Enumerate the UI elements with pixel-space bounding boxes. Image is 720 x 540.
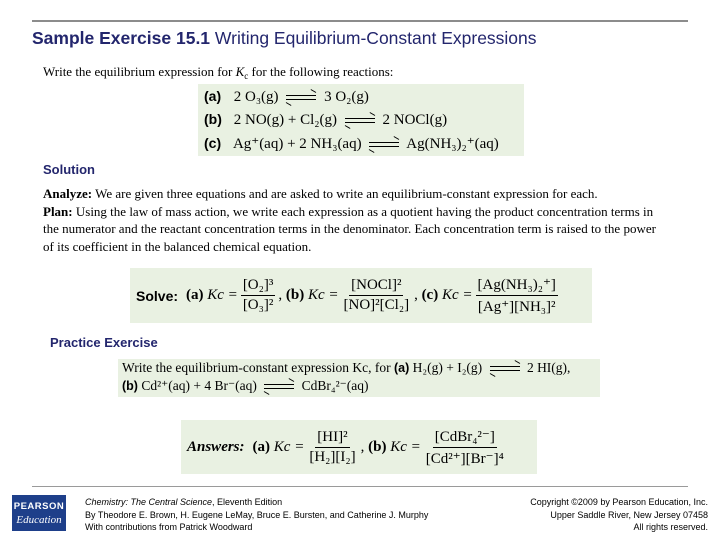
answers-box: Answers: (a) Kc = $\frac{\text{[HI]²}}{\text{[H₂][I₂]}}$ , (b) Kc = $\frac{\text{[CdBr₄²⁻]}}{\text{[Cd²⁺][Br⁻]⁴}}$ (181, 420, 537, 474)
equilibrium-arrow-icon (345, 117, 375, 125)
reaction-label: (b) (204, 111, 222, 127)
reaction-label: (a) (204, 88, 222, 104)
footer-credits (85, 496, 428, 534)
plan-label: Plan: (43, 203, 73, 219)
logo-line-2: Education (16, 514, 62, 526)
book-authors: By Theodore E. Brown, H. Eugene LeMay, Bruce E. Bursten, and Catherine J. Murphy (85, 509, 429, 520)
solve-box: Solve: (a) Kc = $\frac{\text{[O₂]³}}{\text{[O₃]²}}$ , (b) Kc = $\frac{\text{[NOCl]²}}{\text{[NO]²[Cl₂]}}$ , (c) Kc = $\frac{\text{[Ag(NH₃)₂⁺]}}{\text{[Ag⁺][NH₃]²}}$ (130, 268, 592, 323)
practice-a-products: 2 HI(g), (526, 360, 571, 375)
plan-text: Using the law of mass action, we write each expression as a quotient having the product concentration terms in the numerator and the reactant concentration terms in the denominator. Each concentration term is raised to the power of its coefficient in the balanced chemical equation. (43, 203, 656, 254)
analyze-text: We are given three equations and are asked to write an equilibrium-constant expression for each. (92, 186, 598, 201)
footer-copyright (530, 496, 708, 534)
answers-b-lhs: Kc = (390, 438, 421, 455)
solve-c-lhs: Kc = (441, 287, 473, 303)
reaction-c (204, 134, 499, 153)
fraction-denominator: [Ag⁺][NH₃]² (477, 299, 556, 315)
practice-a-reactants: H₂(g) + I₂(g) (412, 360, 483, 375)
book-contributions: With contributions from Patrick Woodward (85, 522, 253, 532)
reaction-products: 3 O₂(g) (324, 89, 369, 105)
solve-b-fraction (342, 277, 412, 314)
reaction-b (204, 111, 447, 129)
solve-c-fraction (476, 275, 558, 316)
solve-a-label: (a) (186, 287, 204, 303)
intro-k-sub: c (244, 71, 249, 81)
solve-b-lhs: Kc = (307, 287, 339, 303)
exercise-subject: Writing Equilibrium-Constant Expressions (214, 28, 537, 48)
solution-heading: Solution (43, 162, 95, 177)
fraction-numerator: [HI]² (315, 429, 349, 448)
reaction-products: Ag(NH₃)₂⁺(aq) (406, 136, 499, 152)
practice-line-2 (122, 378, 368, 394)
rights-line: All rights reserved. (633, 522, 708, 532)
logo-line-1: PEARSON (13, 501, 65, 512)
fraction-numerator: [NOCl]² (349, 277, 403, 296)
reactions-box (198, 84, 524, 156)
reaction-reactants: 2 NO(g) + Cl₂(g) (233, 112, 338, 128)
bottom-rule (32, 486, 688, 487)
answers-a-lhs: Kc = (273, 438, 305, 455)
reaction-a (204, 88, 369, 106)
exercise-label: Sample Exercise 15.1 (32, 28, 211, 48)
fraction-denominator: [H₂][I₂] (309, 448, 356, 465)
practice-line-1 (122, 360, 570, 376)
equilibrium-arrow-icon (286, 94, 316, 102)
book-title: Chemistry: The Central Science (85, 497, 213, 507)
solution-paragraph (43, 185, 663, 255)
answers-a-label: (a) (252, 438, 271, 455)
book-edition: , Eleventh Edition (212, 497, 283, 507)
fraction-numerator: [O₂]³ (241, 277, 276, 296)
answers-label: Answers: (187, 438, 245, 455)
fraction-numerator: [CdBr₄²⁻] (433, 427, 497, 448)
fraction-numerator: [Ag(NH₃)₂⁺] (476, 275, 558, 296)
intro-text (43, 64, 393, 80)
answers-b-fraction (424, 427, 506, 468)
equilibrium-arrow-icon (264, 383, 294, 391)
practice-b-products: CdBr₄²⁻(aq) (301, 378, 369, 393)
reaction-reactants: Ag⁺(aq) + 2 NH₃(aq) (232, 136, 362, 152)
equilibrium-arrow-icon (369, 141, 399, 149)
solve-a-fraction (241, 277, 276, 314)
practice-b-label: (b) (122, 379, 138, 393)
top-rule (32, 20, 688, 22)
practice-a-label: (a) (394, 361, 410, 375)
answers-b-label: (b) (368, 438, 387, 455)
practice-heading: Practice Exercise (50, 335, 158, 350)
copyright-line: Copyright ©2009 by Pearson Education, Inc. (530, 497, 708, 507)
intro-k: K (235, 64, 245, 79)
equilibrium-arrow-icon (490, 365, 520, 373)
solve-a-lhs: Kc = (207, 287, 238, 303)
intro-post: for the following reactions: (248, 64, 394, 79)
slide-title (32, 28, 537, 49)
reaction-label: (c) (204, 135, 222, 151)
fraction-denominator: [Cd²⁺][Br⁻]⁴ (425, 450, 504, 467)
solve-c-label: (c) (421, 287, 439, 303)
practice-box (118, 359, 600, 397)
fraction-denominator: [NO]²[Cl₂] (343, 297, 410, 313)
practice-text: Write the equilibrium-constant expression Kc, for (122, 360, 395, 375)
analyze-label: Analyze: (43, 186, 93, 201)
solve-b-label: (b) (285, 287, 305, 303)
answers-a-fraction (307, 429, 357, 466)
reaction-reactants: 2 O₃(g) (233, 89, 279, 105)
reaction-products: 2 NOCl(g) (382, 112, 448, 128)
address-line: Upper Saddle River, New Jersey 07458 (550, 509, 708, 520)
solve-label: Solve: (136, 287, 179, 304)
fraction-denominator: [O₃]² (242, 297, 274, 313)
pearson-logo (12, 495, 66, 531)
intro-pre: Write the equilibrium expression for (43, 64, 236, 79)
practice-b-reactants: Cd²⁺(aq) + 4 Br⁻(aq) (141, 378, 257, 393)
